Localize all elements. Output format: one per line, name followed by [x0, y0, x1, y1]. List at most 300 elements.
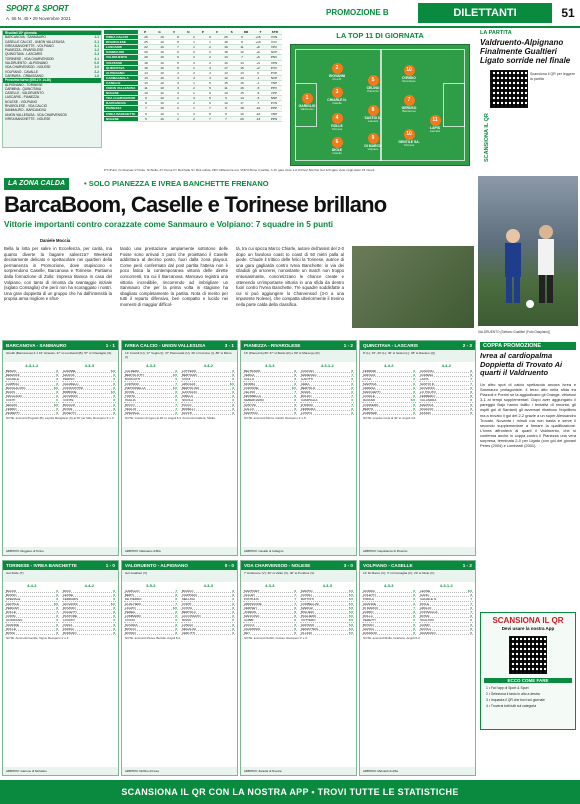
player-name: GALLO	[244, 406, 255, 411]
match-box	[2, 340, 119, 556]
player-rating: 6	[294, 369, 296, 373]
result-score: 1-0	[94, 73, 99, 78]
player-rating: 6	[470, 398, 472, 403]
player-rating: 6	[294, 381, 296, 386]
player-rating: 6.5	[53, 402, 58, 407]
player-rating: 6	[113, 605, 115, 610]
table-cell: VPV	[270, 45, 278, 50]
player-rating: 6	[175, 410, 177, 415]
table-cell: 10	[160, 55, 164, 60]
player-name: COSTA	[182, 605, 193, 610]
match-referee: ARBITRO: Zanetta di Novara	[241, 767, 356, 775]
player-name: NICOLA	[182, 398, 194, 403]
match-formations	[360, 582, 475, 589]
player-number-badge: 7	[404, 95, 415, 106]
player-name: GARABE	[63, 369, 76, 373]
player-rating: 6	[232, 605, 234, 610]
next-round-match: CARMINA - QUINCITAVA	[5, 86, 42, 91]
match-box	[121, 340, 238, 556]
table-col-team	[104, 30, 138, 34]
table-cell: -10	[255, 106, 261, 111]
home-lineup	[243, 589, 297, 635]
next-round-header: Prossimo turno (05/12 h 14.30)	[3, 78, 101, 82]
match-box	[240, 340, 357, 556]
player-rating: 6	[232, 593, 234, 598]
table-cell: 4	[177, 70, 179, 75]
next-round-row	[3, 117, 101, 121]
player-rating: 6	[294, 406, 296, 411]
player-rating: 6	[413, 385, 415, 390]
player-rating: 6.5	[110, 389, 115, 394]
coppa-headline[interactable]: Ivrea al cardiopalma Doppietta di Trovato Ai quarti il Valdruento	[480, 351, 563, 377]
match-header[interactable]	[360, 561, 475, 570]
table-cell: 6	[209, 111, 211, 116]
table-cell: 13	[240, 60, 244, 65]
player-rating: 6	[351, 398, 353, 403]
away-lineup	[300, 589, 354, 635]
qr-code-app[interactable]	[509, 636, 547, 674]
player-rating: 6	[175, 394, 177, 399]
match-header[interactable]	[122, 561, 237, 570]
player-name: GENTILE SA.	[398, 140, 420, 144]
player-rating: 6.5	[291, 385, 296, 390]
player-name: FERRO	[6, 406, 17, 411]
result-score: 1-0	[94, 65, 99, 70]
table-cell: 20	[144, 55, 148, 60]
result-score: 2-2	[94, 69, 99, 74]
match-notes: NOTE: ammoniti Perea, Bertola. Angoli 5-2.	[125, 636, 181, 641]
away-lineup	[181, 369, 235, 415]
player-rating: 6	[470, 389, 472, 394]
player-rating: 6	[56, 593, 58, 598]
player-rating: 5.5	[348, 601, 353, 606]
table-cell: 2	[193, 116, 195, 121]
player-name: VIGNA	[63, 622, 73, 627]
table-cell: 19	[240, 111, 244, 116]
table-col-header: STR	[271, 30, 278, 34]
table-cell: 7	[225, 116, 227, 121]
player-rating: 6	[294, 394, 296, 399]
table-cell: 6	[177, 50, 179, 55]
player-rating: 6	[232, 614, 234, 619]
player-name: CONSAGLIA	[420, 609, 438, 614]
player-name: REY	[244, 630, 251, 635]
table-cell: 3	[209, 75, 211, 80]
player-name: LOSITO	[301, 410, 312, 415]
player-rating: 6	[232, 402, 234, 407]
match-header[interactable]	[360, 341, 475, 350]
player-rating: 6.5	[229, 381, 234, 386]
top11-player[interactable]	[389, 95, 429, 113]
table-cell: 10	[224, 101, 228, 106]
table-cell: 8	[241, 40, 243, 45]
byline: Daniele Moccia	[40, 238, 71, 243]
table-cell: 20	[240, 116, 244, 121]
player-name: LEONE	[420, 589, 431, 593]
top11-player[interactable]	[353, 133, 393, 151]
player-name: PONTHUS	[244, 597, 259, 602]
player-rating: 6	[413, 622, 415, 627]
table-cell: 19	[224, 45, 228, 50]
player-rating: 6	[56, 406, 58, 411]
table-cell: PPP	[270, 106, 278, 111]
result-score: 2-1	[94, 39, 99, 44]
table-cell: 10	[160, 101, 164, 106]
player-rating: 6	[413, 589, 415, 593]
table-cell: 3	[177, 86, 179, 91]
player-name: BOSSO	[363, 622, 374, 627]
coppa-body: Un altro spot di calcio spettacola ancora Ivrea e Sanmauro protagoniste. Il terzo atto nella sfida tra Piazzoli e Porrini se la aggiudicano gli Orange, vittoriosi 3-1 ai tempi supplementari. Dopo aver aggiungarlo il pareggio Bajo hanno fallito i tentativi di rimonta, gli ospiti gol di Sardani) gli avversari ribattono l'equilibrio ma a trovato il gol del 2-2 grazie a un super Alessandro Trovato. Novanta i minuti ma non basta e serve il secondo supplementare a firmare la qualificazione. L'Ivrea affronterà ai quarti il Valdruento, che si conferma anche in coppa contro il Pianezza una vera sorpresa, terminata 2-0 per Ligato (con gol dei giovani Peres (2004) e Lombardi (2001).	[480, 382, 576, 449]
player-name: SASTOI D.	[420, 381, 435, 386]
player-name: DEMATTEIS	[301, 626, 318, 631]
player-name: ROLLA	[363, 614, 373, 619]
table-cell: 7	[209, 116, 211, 121]
match-header[interactable]	[3, 341, 118, 350]
player-name: DIOLE	[420, 601, 430, 606]
table-cell: 2	[193, 35, 195, 40]
table-cell: 4	[177, 80, 179, 85]
player-name: BIANCO	[182, 589, 194, 593]
match-referee: ARBITRO: Meinardi di Alba	[360, 767, 475, 775]
top11-player[interactable]	[317, 113, 357, 131]
table-cell: PVP	[270, 70, 278, 75]
player-name: CHIARLE N.	[327, 98, 347, 102]
player-rating: 7	[56, 609, 58, 614]
player-name: COSSU	[301, 593, 312, 598]
footer-banner[interactable]: SCANSIONA IL QR CON LA NOSTRA APP • TROVI TUTTE LE STATISTICHE	[0, 780, 580, 804]
away-formation: 4-3-3	[84, 363, 94, 368]
player-number-badge: 8	[368, 105, 379, 116]
player-name: FERRARA	[301, 406, 316, 411]
match-title: VOLPIANO - CASELLE	[363, 563, 413, 568]
player-rating: 6.5	[410, 398, 415, 403]
table-cell: 18	[144, 60, 148, 65]
player-rating: 6	[413, 381, 415, 386]
player-rating: 5.5	[348, 630, 353, 635]
player-name: COSTA	[125, 618, 136, 623]
player-name: FARINA	[63, 626, 74, 631]
top11-player[interactable]	[317, 63, 357, 81]
table-cell: 5	[209, 80, 211, 85]
player-name: MARTINA	[420, 402, 434, 407]
table-cell: +16	[255, 35, 261, 40]
match-score: 3 - 1	[224, 343, 234, 348]
player-name: CONTI	[6, 398, 16, 403]
player-rating: 5.5	[348, 614, 353, 619]
home-formation: 4-4-2	[384, 363, 394, 368]
match-score: 1 - 2	[462, 563, 472, 568]
top11-player[interactable]	[317, 87, 357, 105]
table-col-header: F	[216, 30, 219, 34]
match-box	[359, 340, 476, 556]
player-name: GIORDANO	[6, 618, 23, 623]
player-name: PEIRETTI	[6, 410, 20, 415]
player-rating: 6	[351, 406, 353, 411]
player-rating: 6	[470, 385, 472, 390]
player-rating: 7	[294, 389, 296, 394]
match-scorers: 8' (L); 15', 29' (L); 30' st Sastoi (L); 38' st Ravano (Q)	[360, 350, 475, 362]
match-header[interactable]	[241, 341, 356, 350]
lineup-player	[419, 631, 473, 635]
player-name: SIBILLA	[182, 394, 194, 399]
match-title: VALDRUENTO - ALPIGNANO	[125, 563, 188, 568]
table-cell: 25	[144, 40, 148, 45]
player-name: OGLIETTI	[63, 609, 77, 614]
table-cell: 10	[160, 111, 164, 116]
player-rating: 6.5	[172, 373, 177, 378]
next-round-match: SANMAURO - BARCANOVA	[5, 108, 47, 113]
player-rating: 6	[113, 385, 115, 390]
player-name: NEGRO	[6, 402, 18, 407]
player-team: Valdruento	[300, 107, 314, 111]
top11-player[interactable]	[353, 75, 393, 93]
player-name: ARGLIO	[420, 605, 432, 610]
player-name: SEGALINI	[182, 626, 196, 631]
table-cell: 1	[193, 45, 195, 50]
player-name: MARENGO	[301, 373, 317, 378]
table-cell: 7	[145, 106, 147, 111]
player-name: CALANDRA	[420, 398, 437, 403]
table-cell: +8	[256, 45, 260, 50]
player-rating: 7	[470, 597, 472, 602]
player-name: PASTORE	[63, 614, 78, 619]
player-rating: 6	[175, 369, 177, 373]
player-rating: 6	[232, 626, 234, 631]
player-name: GERUSO	[401, 106, 417, 110]
match-notes: NOTE: ammoniti Morra, Gaiotti. Recupero 2' e 5'.	[244, 416, 307, 421]
result-match: CARRARA - ORBASSANO	[5, 73, 44, 78]
table-cell: +6	[256, 50, 260, 55]
table-team: RIVAROLESE	[104, 40, 138, 44]
table-col-header: P	[201, 30, 204, 34]
player-name: SASTOI D.	[364, 116, 382, 120]
player-team: Barcanova	[402, 109, 416, 113]
player-rating: 7	[175, 402, 177, 407]
result-match: TORINESE - VDA CHARVENSOD	[5, 56, 54, 61]
player-rating: 7	[470, 609, 472, 614]
player-name: BERTO	[363, 406, 374, 411]
result-score: 2-3	[94, 52, 99, 57]
top11-title: LA TOP 11 DI GIORNATA	[336, 31, 424, 40]
player-rating: 6	[113, 402, 115, 407]
match-score: 1 - 2	[343, 343, 353, 348]
result-match: PIANEZZA - RIVAROLESE	[5, 48, 44, 53]
partita-headline[interactable]: Valdruento-Alpignano Finalmente Gualtieri Ligato sorride nel finale	[480, 38, 571, 65]
lineup-player	[181, 411, 235, 415]
match-scorers: Giroldi (Barcanova) 2-1 19' Giraudo; 47' st Lombardi (B); 57' st Chiaraglio (S)	[3, 350, 118, 362]
player-rating: 6	[113, 394, 115, 399]
player-number-badge: 11	[430, 115, 441, 126]
table-team: SANMAURO	[104, 50, 138, 54]
match-lineups	[360, 369, 475, 415]
top11-player[interactable]	[317, 137, 357, 155]
player-name: FASSIO	[420, 410, 431, 415]
player-rating: 6.5	[172, 385, 177, 390]
table-cell: 12	[224, 75, 228, 80]
table-cell: 2	[193, 50, 195, 55]
table-cell: VPN	[270, 60, 278, 65]
table-cell: 8	[177, 35, 179, 40]
table-cell: 10	[160, 106, 164, 111]
match-header[interactable]	[3, 561, 118, 570]
table-cell: 16	[144, 65, 148, 70]
table-cell: 22	[144, 45, 148, 50]
table-cell: +6	[256, 55, 260, 60]
player-rating: 7	[175, 381, 177, 386]
top11-coach[interactable]	[389, 129, 429, 147]
player-name: GRANDE	[6, 622, 19, 627]
table-cell: 1	[193, 40, 195, 45]
player-rating: 6.5	[110, 369, 115, 373]
match-title: IVREA CALCIO - UNION VALLESUSA	[125, 343, 206, 348]
player-rating: 6	[232, 630, 234, 635]
player-rating: 6	[113, 398, 115, 403]
match-header[interactable]	[241, 561, 356, 570]
player-rating: 6	[113, 410, 115, 415]
table-cell: 14	[144, 70, 148, 75]
scansiona-title: SCANSIONA IL QR	[492, 616, 564, 625]
table-cell: 26	[144, 35, 148, 40]
player-rating: 6	[56, 589, 58, 593]
table-cell: 15	[240, 91, 244, 96]
player-name: CELINO	[366, 86, 380, 90]
table-cell: 10	[160, 45, 164, 50]
table-legend: PT=Punti, G=Giocate,V=Vinte, N=Nulle, P= Perse F= Reti fatte S= Reti subite, DR= Differenza reti, VNP=Ultime 3 partite, 1-0= gare vinte 1-0,0=Over,NG=No Gol,1/2=gare vinte negli ultimi 15 minuti	[104, 168, 375, 172]
away-lineup	[181, 589, 235, 635]
match-score: 1 - 1	[105, 343, 115, 348]
player-name: ROSSI	[63, 406, 73, 411]
match-formations	[241, 582, 356, 589]
player-rating: 6	[413, 601, 415, 606]
player-name: COLETTI	[363, 593, 376, 598]
lineup-player	[124, 631, 178, 635]
lineup-player	[5, 411, 59, 415]
home-formation: 4-3-3	[265, 583, 275, 588]
player-name: GIOVANNI	[420, 385, 435, 390]
table-cell: 4	[209, 65, 211, 70]
player-rating: 6	[56, 377, 58, 382]
player-name: GASTALDI	[182, 389, 197, 394]
player-name: BENZO	[6, 369, 17, 373]
player-rating: 6	[113, 589, 115, 593]
player-name: GRAZIANO	[420, 630, 436, 635]
player-rating: 7	[294, 601, 296, 606]
table-cell: 2	[193, 70, 195, 75]
table-cell: -5	[256, 91, 260, 96]
top11-player[interactable]	[353, 105, 393, 123]
player-name: MELLINA	[182, 597, 195, 602]
result-score: 4-1	[94, 56, 99, 61]
player-name: DAMIANO	[363, 630, 378, 635]
table-cell: 2	[209, 55, 211, 60]
newspaper-logo[interactable]: SPORT & SPORT	[6, 4, 69, 13]
player-rating: 7	[175, 601, 177, 606]
player-rating: 6	[56, 373, 58, 378]
issue-info: A. 65 N. 45 • 29 Novembre 2021	[6, 16, 71, 21]
top11-player[interactable]	[389, 65, 429, 83]
player-name: COLLO	[244, 377, 255, 382]
table-cell: 13	[224, 70, 228, 75]
table-cell: 16	[240, 86, 244, 91]
table-cell: 1	[209, 40, 211, 45]
player-name: ROLLE	[6, 609, 16, 614]
player-name: OLLINO	[301, 630, 313, 635]
player-name: BATTISTI	[301, 597, 314, 602]
player-rating: 6	[413, 406, 415, 411]
home-formation: 4-4-2	[27, 583, 37, 588]
player-name: FERRERO	[420, 394, 435, 399]
table-cell: 17	[224, 65, 228, 70]
player-rating: 6	[232, 389, 234, 394]
results-header: Risultati 10ª giornata	[3, 31, 101, 35]
match-title: VDA CHARVENSOD - NOLESE	[244, 563, 311, 568]
away-lineup	[419, 369, 473, 415]
player-name: COVA	[363, 377, 372, 382]
player-name: MARTINET	[244, 589, 260, 593]
result-match: IVREA BANCHETTE - VOLPIANO	[5, 43, 54, 48]
home-lineup	[5, 589, 59, 635]
away-formation: 4-3-3	[203, 583, 213, 588]
table-team: CASELLE	[104, 81, 138, 85]
table-cell: 17	[240, 101, 244, 106]
player-name: GIOVANNI	[63, 601, 78, 606]
scansiona-subtitle: Devi usare la nostra App	[501, 626, 555, 631]
player-rating: 6	[232, 609, 234, 614]
player-rating: 6	[56, 626, 58, 631]
table-cell: 10	[160, 86, 164, 91]
player-name: MANCUSO	[244, 614, 260, 619]
player-rating: 6	[113, 406, 115, 411]
player-rating: 6	[56, 597, 58, 602]
page-number: 51	[561, 6, 575, 20]
match-header[interactable]	[122, 341, 237, 350]
player-rating: 6	[56, 381, 58, 386]
player-name: BALDO	[6, 589, 17, 593]
table-team: VOLPIANO	[104, 61, 138, 65]
match-formations	[3, 582, 118, 589]
player-name: CAIMO	[420, 622, 430, 627]
table-cell: 2	[209, 45, 211, 50]
player-rating: 6	[470, 622, 472, 627]
table-col-header: DR	[243, 30, 249, 34]
table-cell: 0	[257, 70, 259, 75]
match-referee: ARBITRO: Dalmasso di Bra	[122, 547, 237, 555]
player-rating: 6	[56, 630, 58, 635]
table-cell: -5	[256, 86, 260, 91]
home-lineup	[243, 369, 297, 415]
player-rating: 6	[113, 622, 115, 627]
player-rating: 5.5	[348, 593, 353, 598]
player-rating: 6	[113, 377, 115, 382]
match-title: QUINCITAVA - LASCARIS	[363, 343, 418, 348]
match-referee: ARBITRO: Garrone di Nichelino	[3, 767, 118, 775]
player-rating: 7	[413, 605, 415, 610]
player-number-badge: 10	[404, 65, 415, 76]
table-team: QUINCITAVA	[104, 66, 138, 70]
player-name: GUALTIERI	[125, 601, 141, 606]
away-lineup	[62, 589, 116, 635]
qr-code-partita[interactable]	[490, 70, 528, 108]
table-cell: 2	[177, 101, 179, 106]
table-cell: 10	[160, 116, 164, 121]
player-name: CORSI	[6, 614, 16, 619]
player-rating: 6	[56, 605, 58, 610]
player-rating: 6	[413, 373, 415, 378]
table-row[interactable]	[104, 117, 282, 122]
player-rating: 6	[56, 369, 58, 373]
main-headline[interactable]: BarcaBoom, Caselle e Torinese brillano	[4, 192, 387, 217]
match-photo	[478, 176, 578, 326]
